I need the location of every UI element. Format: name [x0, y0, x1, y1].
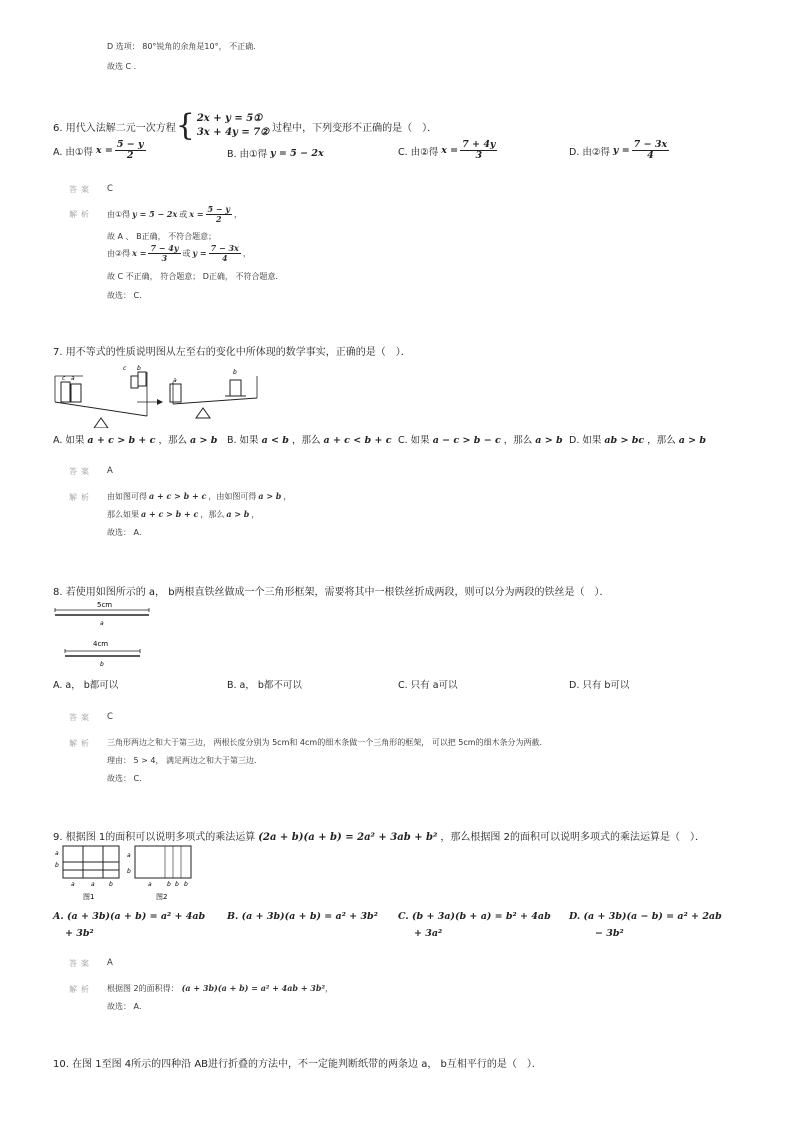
q8-answer: C	[107, 712, 113, 722]
label-b-right: b	[137, 365, 141, 372]
svg-text:b: b	[167, 881, 171, 888]
q7-analysis-line3: 故选： A．	[107, 528, 148, 537]
q6-option-d-fraction: $\frac{7 - 3x}{4}$	[633, 139, 668, 162]
label-a-final: a	[173, 377, 177, 384]
q10-stem: 10. 在图 1至图 4所示的四种沿 AB进行折叠的方法中，不一定能判断纸带的两条边 a， b互相平行的是（ ）．	[53, 1059, 542, 1070]
q6-eq2: 3x + 4y = 7②	[196, 127, 270, 138]
q6-analysis-line3: 由②得 x = $\frac{7 - 4y}{3}$ 或 y = $\frac{7 - 3x}{4}$ ，	[107, 243, 251, 263]
figure-2	[127, 846, 191, 901]
q9-option-d[interactable]: D. (a + 3b)(a − b) = a² + 2ab − 3b²	[569, 911, 722, 939]
q6-analysis-line1: 由①得 y = 5 − 2x 或 x = $\frac{5 - y}{2}$ ，	[107, 204, 243, 224]
q6-option-a[interactable]	[53, 140, 148, 162]
q6-option-b-label: B. 由①得	[227, 149, 268, 160]
weight-a-final	[170, 384, 181, 402]
q7-right-balance	[170, 369, 257, 418]
svg-text:a: a	[55, 850, 59, 857]
svg-text:b: b	[184, 881, 188, 888]
wire-b-name: b	[100, 661, 104, 668]
wire-a-name: a	[100, 620, 104, 627]
q6-analysis-line5: 故选： C．	[107, 291, 148, 300]
q7-left-balance	[55, 365, 147, 428]
svg-text:a: a	[148, 881, 152, 888]
prev-solution-line1: D 选项： 80°锐角的余角是10°， 不正确．	[107, 42, 262, 51]
q7-option-d[interactable]: D. 如果 ab > bc ，那么 a > b	[569, 435, 707, 446]
svg-text:b: b	[175, 881, 179, 888]
svg-text:b: b	[55, 862, 59, 869]
prev-solution-line2: 故选 C ．	[107, 62, 142, 71]
q8-analysis-line1: 三角形两边之和大于第三边， 两根长度分别为 5cm和 4cm的细木条做一个三角形的框架， 可以把 5cm的细木条分为两截．	[107, 738, 548, 747]
q8-analysis-line3: 故选： C．	[107, 774, 148, 783]
q6-option-c-fraction: $\frac{7 + 4y}{3}$	[462, 139, 496, 162]
label-c-right: c	[123, 365, 127, 372]
q6-eq1: 2x + y = 5①	[196, 113, 263, 124]
q7-analysis-line2: 那么如果 a + c > b + c ，那么 a > b ，	[107, 509, 260, 519]
q6-option-c[interactable]	[398, 140, 499, 162]
q6-option-b-math: y = 5 − 2x	[270, 147, 324, 159]
q7-answer: A	[107, 466, 113, 476]
figure-2-caption: 图2	[156, 893, 168, 901]
q6-option-c-lhs: x =	[441, 145, 459, 157]
svg-text:a: a	[127, 852, 131, 859]
q9-analysis-label: 解析	[69, 985, 93, 994]
q7-analysis-label: 解析	[69, 493, 93, 502]
q6-analysis-line2: 故 A 、 B正确， 不符合题意；	[107, 232, 217, 241]
q7-stem: 7. 用不等式的性质说明图从左至右的变化中所体现的数学事实，正确的是（ ）．	[53, 347, 411, 358]
q6-brace: {	[175, 108, 195, 143]
q6-option-c-label: C. 由②得	[398, 146, 439, 158]
wire-a-length: 5cm	[97, 601, 113, 609]
q6-answer-label: 答案	[69, 185, 93, 194]
q6-analysis-line4: 故 C 不正确， 符合题意； D正确， 不符合题意．	[107, 272, 284, 281]
weight-b-right	[138, 372, 146, 386]
q6-stem-post: 过程中，下列变形不正确的是（ ）．	[272, 122, 438, 134]
q9-answer: A	[107, 958, 113, 968]
wire-b-length: 4cm	[93, 640, 109, 648]
q9-stem: 9. 根据图 1的面积可以说明多项式的乘法运算 (2a + b)(a + b) = 2a² + 3ab + b² ，那么根据图 2的面积可以说明多项式的乘法运算是（ ）．	[53, 832, 705, 843]
q8-analysis-label: 解析	[69, 739, 93, 748]
q6-analysis-fraction1: $\frac{5 - y}{2}$	[207, 204, 231, 224]
q7-arrow	[137, 399, 163, 405]
q8-stem: 8. 若使用如图所示的 a， b两根直铁丝做成一个三角形框架，需要将其中一根铁丝折成两段，则可以分为两段的铁丝是（ ）．	[53, 587, 610, 598]
svg-text:b: b	[109, 881, 113, 888]
svg-text:b: b	[127, 868, 131, 875]
label-c-left: c	[62, 375, 66, 382]
q6-equation-system	[175, 108, 270, 143]
q6-analysis-label: 解析	[69, 210, 93, 219]
q7-answer-label: 答案	[69, 467, 93, 476]
q8-option-a[interactable]: A. a， b都可以	[53, 680, 119, 691]
q6-option-a-lhs: x =	[95, 145, 113, 157]
figure-1-caption: 图1	[83, 893, 95, 901]
q6-option-d-label: D. 由②得	[569, 146, 610, 158]
wire-a	[55, 601, 149, 627]
q6-analysis-fraction2: $\frac{7 - 4y}{3}$	[150, 243, 179, 263]
q6-stem	[53, 108, 438, 143]
q9-answer-label: 答案	[69, 959, 93, 968]
weight-c-right	[131, 376, 138, 388]
q6-option-b[interactable]	[227, 146, 324, 160]
weight-b-final	[230, 380, 241, 396]
q8-answer-label: 答案	[69, 713, 93, 722]
q9-option-c[interactable]: C. (b + 3a)(b + a) = b² + 4ab + 3a²	[398, 911, 551, 939]
figure-1	[55, 846, 119, 901]
q6-stem-pre: 6. 用代入法解二元一次方程	[53, 122, 176, 134]
q7-balance-figure	[53, 362, 283, 428]
q6-option-a-fraction: $\frac{5 - y}{2}$	[116, 139, 144, 162]
q7-option-a[interactable]: A. 如果 a + c > b + c ，那么 a > b	[53, 435, 218, 446]
label-a-left: a	[71, 375, 75, 382]
q6-answer: C	[107, 184, 113, 194]
q9-option-a[interactable]: A. (a + 3b)(a + b) = a² + 4ab + 3b²	[53, 911, 206, 939]
label-b-final: b	[233, 369, 237, 376]
svg-text:a: a	[91, 881, 95, 888]
q6-option-d[interactable]	[569, 140, 671, 162]
q8-option-c[interactable]: C. 只有 a可以	[398, 680, 458, 691]
q7-option-b[interactable]: B. 如果 a < b ，那么 a + c < b + c	[227, 435, 392, 446]
q6-option-a-label: A. 由①得	[53, 146, 93, 158]
q6-analysis-fraction3: $\frac{7 - 3x}{4}$	[210, 243, 239, 263]
svg-text:a: a	[71, 881, 75, 888]
q9-analysis-line2: 故选： A．	[107, 1002, 148, 1011]
q8-option-b[interactable]: B. a， b都不可以	[227, 680, 302, 691]
wire-b	[65, 640, 140, 668]
weight-c-left	[71, 384, 81, 402]
q9-option-b[interactable]: B. (a + 3b)(a + b) = a² + 3b²	[227, 911, 378, 922]
weight-a-left	[61, 382, 70, 402]
q7-analysis-line1: 由如图可得 a + c > b + c ，由如图可得 a > b ，	[107, 491, 292, 501]
q8-wire-figure	[53, 598, 163, 670]
q8-analysis-line2: 理由： 5 > 4， 满足两边之和大于第三边．	[107, 756, 263, 765]
q6-option-d-lhs: y =	[612, 145, 630, 157]
q9-area-figures	[53, 843, 203, 903]
q7-option-c[interactable]: C. 如果 a − c > b − c ，那么 a > b	[398, 435, 563, 446]
q8-option-d[interactable]: D. 只有 b可以	[569, 680, 630, 691]
q9-analysis-line1: 根据图 2的面积得： (a + 3b)(a + b) = a² + 4ab + 3b²，	[107, 983, 333, 993]
